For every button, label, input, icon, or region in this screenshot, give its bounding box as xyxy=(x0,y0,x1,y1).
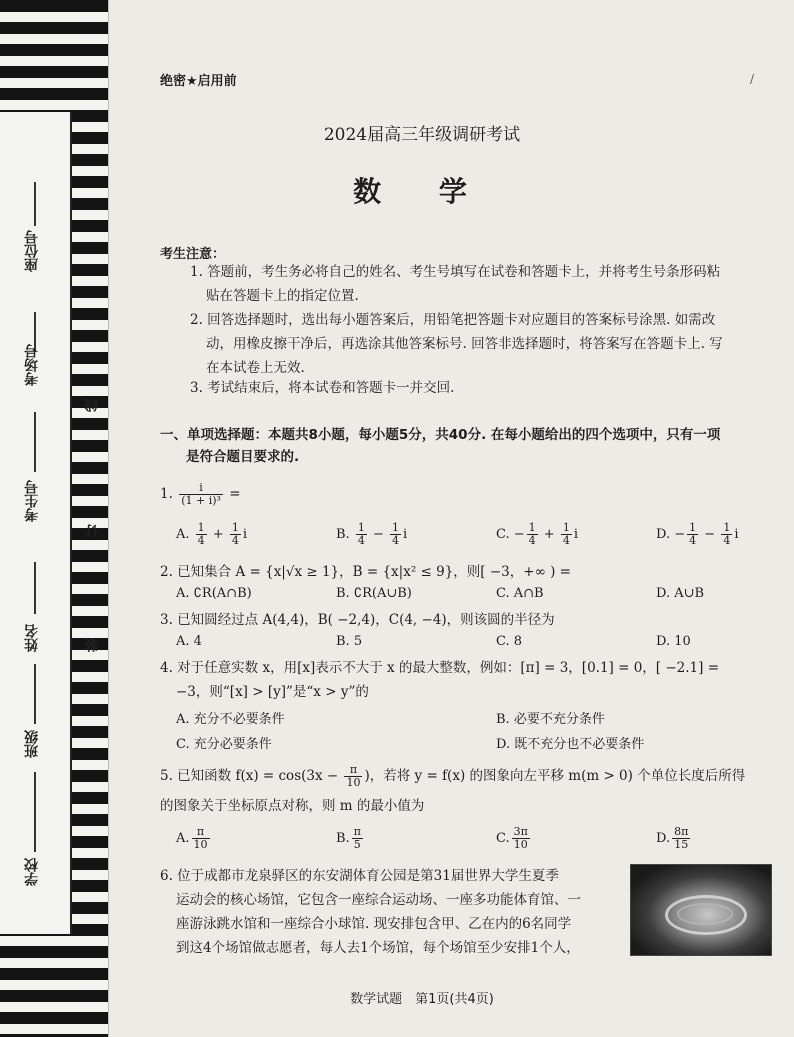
question-4-cont: −3，则“[x] > [y]”是“x > y”的 xyxy=(176,684,369,700)
room-number-label: 考场号 xyxy=(24,344,40,386)
question-number: 1. xyxy=(160,486,173,502)
question-6-cont: 运动会的核心场馆，它包含一座综合运动场、一座多功能体育馆、一 xyxy=(176,892,581,908)
question-6-cont: 到这4个场馆做志愿者，每人去1个场馆，每个场馆至少安排1个人， xyxy=(176,940,580,956)
question-5-cont: 的图象关于坐标原点对称，则 m 的最小值为 xyxy=(160,798,425,814)
notice-line: 1. 答题前，考生务必将自己的姓名、考生号填写在试卷和答题卡上，并将考生号条形码粘 xyxy=(190,264,721,280)
school-label: 学校 xyxy=(24,858,40,886)
section-heading-line: 一、单项选择题：本题共8小题，每小题5分，共40分. 在每小题给出的四个选项中，只有一项 xyxy=(160,427,721,443)
notice-line: 贴在答题卡上的指定位置. xyxy=(206,288,359,304)
option-c: C. $\frac{3\pi}{10}$ xyxy=(496,825,528,851)
class-underline xyxy=(34,664,36,724)
question-text: 5. 已知函数 f(x) = cos(3x − xyxy=(160,768,343,784)
name-label: 姓名 xyxy=(24,624,40,652)
question-4: 4. 对于任意实数 x，用[x]表示不大于 x 的最大整数，例如：[π] = 3，[0.1] = 0，[ −2.1] = xyxy=(160,660,720,676)
option-d: D. − $\frac{1}{4}$ − $\frac{1}{4}$ i xyxy=(656,521,739,547)
margin-line xyxy=(108,0,109,1037)
numerator: i xyxy=(179,482,223,495)
binding-label-staple: 订 xyxy=(84,524,100,538)
subject-title: 数 学 xyxy=(353,175,491,208)
equals: = xyxy=(224,486,241,502)
section-heading xyxy=(160,424,780,468)
question-text: )，若将 y = f(x) 的图象向左平移 m(m > 0) 个单位长度后所得 xyxy=(364,768,746,784)
student-info-sidebar xyxy=(0,112,70,934)
denominator: 10 xyxy=(346,776,361,789)
stadium-photo xyxy=(630,864,772,956)
option-b: B. ∁R(A∪B) xyxy=(336,586,412,601)
option-b: B. $\frac{1}{4}$ − $\frac{1}{4}$ i xyxy=(336,521,408,547)
option-a: A. ∁R(A∩B) xyxy=(176,586,252,601)
question-6: 6. 位于成都市龙泉驿区的东安湖体育公园是第31届世界大学生夏季 xyxy=(160,868,559,884)
section-heading-line: 是符合题目要求的. xyxy=(186,449,300,465)
denominator: (1 + i)³ xyxy=(181,494,221,507)
option-b: B. 必要不充分条件 xyxy=(496,712,605,727)
option-a: A. $\frac{\pi}{10}$ xyxy=(176,825,208,851)
binding-label-bind: 装 xyxy=(84,638,100,652)
corner-mark: / xyxy=(750,72,755,86)
notice-heading: 考生注意： xyxy=(160,247,226,262)
exam-number-label: 考生号 xyxy=(24,480,40,522)
confidential-mark: 绝密★启用前 xyxy=(160,74,237,89)
question-5 xyxy=(160,764,745,789)
exam-title: 2024届高三年级调研考试 xyxy=(323,125,521,145)
option-c: C. A∩B xyxy=(496,586,544,601)
notice-line: 2. 回答选择题时，选出每小题答案后，用铅笔把答题卡对应题目的答案标号涂黑. 如需改 xyxy=(190,312,716,328)
option-c: C. − $\frac{1}{4}$ + $\frac{1}{4}$ i xyxy=(496,521,579,547)
option-d: D. A∪B xyxy=(656,586,705,601)
question-2: 2. 已知集合 A = {x|√x ≥ 1}，B = {x|x² ≤ 9}，则[ −3，+∞ ) = xyxy=(160,564,571,580)
name-underline xyxy=(34,562,36,614)
option-a: A. 充分不必要条件 xyxy=(176,712,285,727)
stadium-field xyxy=(677,903,733,925)
class-label: 班级 xyxy=(24,730,40,758)
seat-underline xyxy=(34,182,36,226)
exam-page xyxy=(112,0,794,1037)
notice-line: 动，用橡皮擦干净后，再选涂其他答案标号. 回答非选择题时，将答案写在答题卡上. 写 xyxy=(206,336,723,352)
fraction xyxy=(179,482,223,507)
question-6-cont: 座游泳跳水馆和一座综合小球馆. 现安排包含甲、乙在内的6名同学 xyxy=(176,916,572,932)
question-3: 3. 已知圆经过点 A(4,4)，B( −2,4)，C(4, −4)，则该圆的半径为 xyxy=(160,612,555,628)
seat-number-label: 座位号 xyxy=(24,230,40,272)
page-footer: 数学试题 第1页(共4页) xyxy=(350,992,494,1007)
option-b: B. $\frac{\pi}{5}$ xyxy=(336,825,361,851)
option-a: A. 4 xyxy=(176,634,202,649)
option-d: D. $\frac{8\pi}{15}$ xyxy=(656,825,689,851)
exam-number-underline xyxy=(34,412,36,472)
school-underline xyxy=(34,772,36,852)
notice-line: 3. 考试结束后，将本试卷和答题卡一并交回. xyxy=(190,380,455,396)
option-a: A. $\frac{1}{4}$ + $\frac{1}{4}$ i xyxy=(176,521,248,547)
option-c: C. 充分必要条件 xyxy=(176,737,272,752)
option-d: D. 10 xyxy=(656,634,691,649)
notice-line: 在本试卷上无效. xyxy=(206,360,305,376)
fraction xyxy=(344,764,362,789)
option-b: B. 5 xyxy=(336,634,363,649)
option-d: D. 既不充分也不必要条件 xyxy=(496,737,645,752)
fold-line xyxy=(70,112,72,934)
binding-label-line: 线 xyxy=(84,398,100,412)
question-1 xyxy=(160,482,241,507)
numerator: π xyxy=(344,764,362,777)
option-c: C. 8 xyxy=(496,634,523,649)
